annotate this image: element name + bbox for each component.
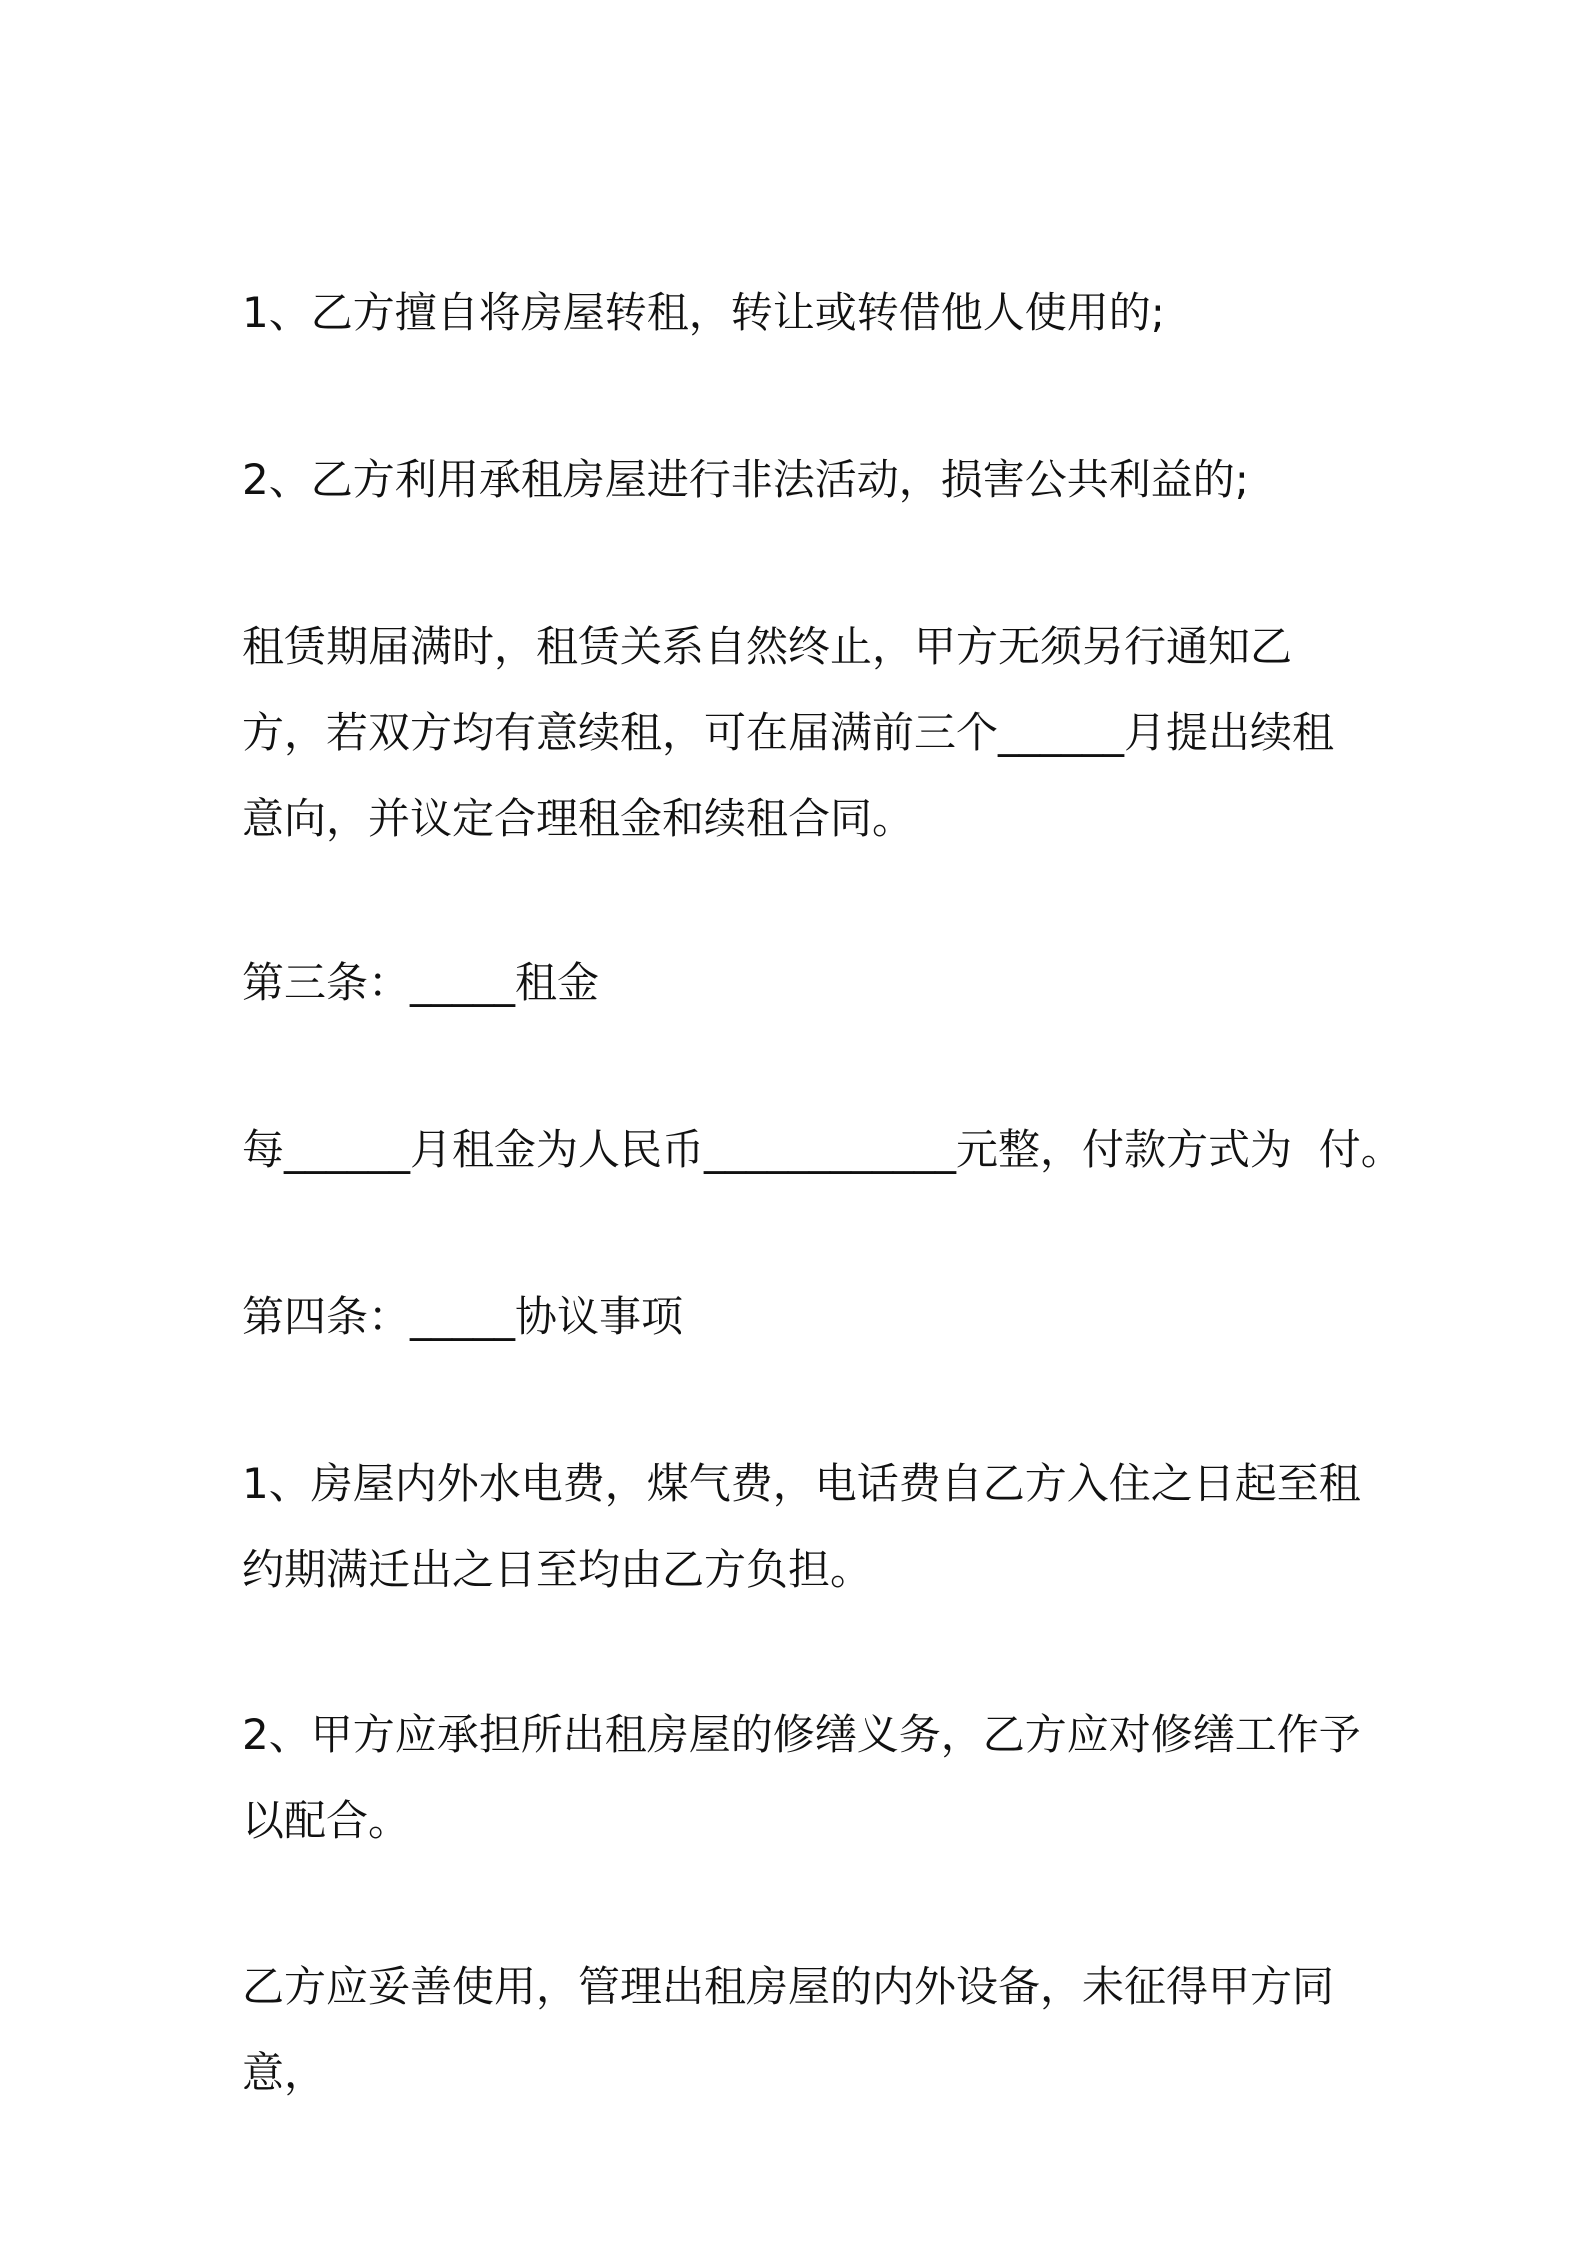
utility-fees-paragraph: 1、房屋内外水电费，煤气费，电话费自乙方入住之日起至租约期满迁出之日至均由乙方负担。 [242,1459,1361,1594]
equipment-use-paragraph: 乙方应妥善使用，管理出租房屋的内外设备，未征得甲方同意， [242,1962,1335,2097]
clause-illegal-activity: 2、乙方利用承租房屋进行非法活动，损害公共利益的; [242,455,1249,504]
rent-amount-paragraph: 每______月租金为人民币____________元整，付款方式为 付。 [242,1125,1403,1174]
article-four-heading: 第四条：_____协议事项 [242,1292,684,1341]
clause-sublet-violation: 1、乙方擅自将房屋转租，转让或转借他人使用的; [242,288,1165,337]
article-three-heading: 第三条：_____租金 [242,958,600,1007]
repair-obligation-paragraph: 2、甲方应承担所出租房屋的修缮义务，乙方应对修缮工作予以配合。 [242,1710,1361,1845]
lease-expiry-paragraph: 租赁期届满时，租赁关系自然终止，甲方无须另行通知乙方，若双方均有意续租，可在届满前三个______月提出续租意向，并议定合理租金和续租合同。 [242,622,1335,843]
